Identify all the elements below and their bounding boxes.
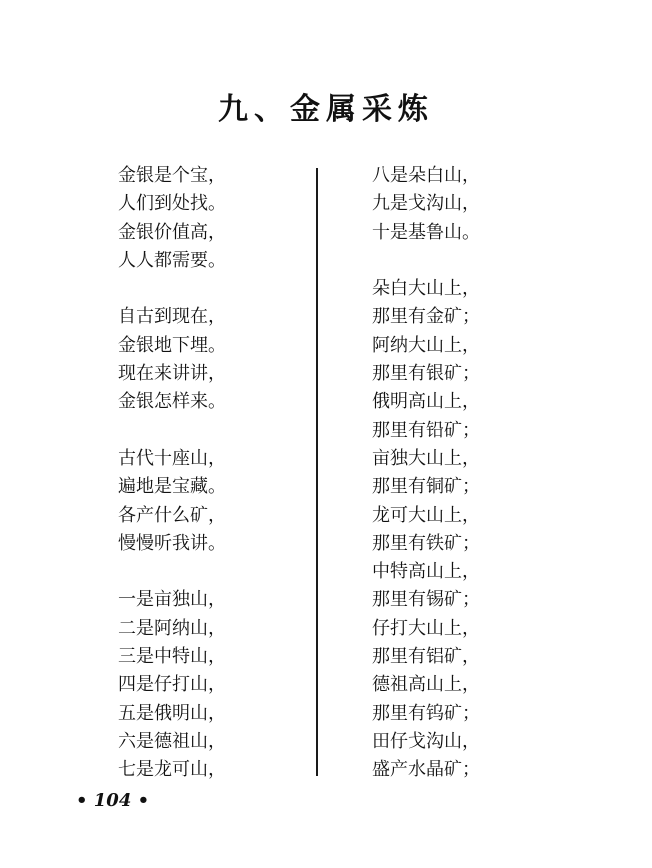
verse-line: 金银是个宝， [118, 165, 226, 186]
verse-line: 人人都需要。 [118, 249, 226, 271]
verse-line: 那里有铅矿； [372, 419, 480, 441]
verse-line: 自古到现在， [118, 306, 226, 328]
verse-line: 现在来讲讲， [118, 363, 226, 385]
verse-line: 亩独大山上， [372, 447, 480, 469]
stanza-gap [118, 417, 298, 445]
verse-line: 阿纳大山上， [372, 334, 480, 356]
verse-line: 金银价值高， [118, 221, 226, 243]
verse-line: 那里有锡矿； [372, 589, 480, 611]
verse-line: 田仔戈沟山， [372, 730, 480, 752]
verse-line: 那里有银矿； [372, 363, 480, 385]
verse-line: 三是中特山， [118, 646, 226, 668]
verse-line: 九是戈沟山， [372, 193, 480, 215]
verse-line: 二是阿纳山， [118, 617, 226, 639]
verse-line: 人们到处找。 [118, 193, 226, 215]
verse-line: 八是朵白山， [372, 165, 480, 186]
verse-line: 金银怎样来。 [118, 391, 226, 413]
verse-line: 五是俄明山， [118, 702, 226, 724]
verse-line: 仔打大山上， [372, 617, 480, 639]
verse-line: 金银地下埋。 [118, 334, 226, 356]
stanza-gap [372, 247, 522, 275]
verse-line: 俄明高山上， [372, 391, 480, 413]
verse-line: 那里有铁矿； [372, 532, 480, 554]
verse-line: 龙可大山上， [372, 504, 480, 526]
verse-line: 中特高山上， [372, 561, 480, 583]
verse-line: 盛产水晶矿； [372, 759, 480, 781]
verse-line: 那里有铝矿， [372, 646, 480, 668]
verse-line: 德祖高山上， [372, 674, 480, 696]
verse-line: 那里有铜矿； [372, 476, 480, 498]
verse-line: 慢慢听我讲。 [118, 532, 226, 554]
verse-line: 一是亩独山， [118, 589, 226, 611]
verse-line: 十是基鲁山。 [372, 221, 480, 243]
column-divider [316, 168, 318, 776]
poem-left-column [118, 162, 298, 785]
verse-line: 朵白大山上， [372, 278, 480, 300]
verse-line: 七是龙可山， [118, 759, 226, 781]
verse-line: 那里有金矿； [372, 306, 480, 328]
verse-line: 遍地是宝藏。 [118, 476, 226, 498]
verse-line: 古代十座山， [118, 447, 226, 469]
page-number: • 104 • [76, 790, 150, 811]
stanza-gap [118, 275, 298, 303]
verse-line: 四是仔打山， [118, 674, 226, 696]
verse-line: 六是德祖山， [118, 730, 226, 752]
stanza-gap [118, 558, 298, 586]
verse-line: 那里有钨矿； [372, 702, 480, 724]
page-title: 九、金属采炼 [218, 92, 434, 127]
poem-right-column [372, 162, 522, 785]
verse-line: 各产什么矿， [118, 504, 226, 526]
